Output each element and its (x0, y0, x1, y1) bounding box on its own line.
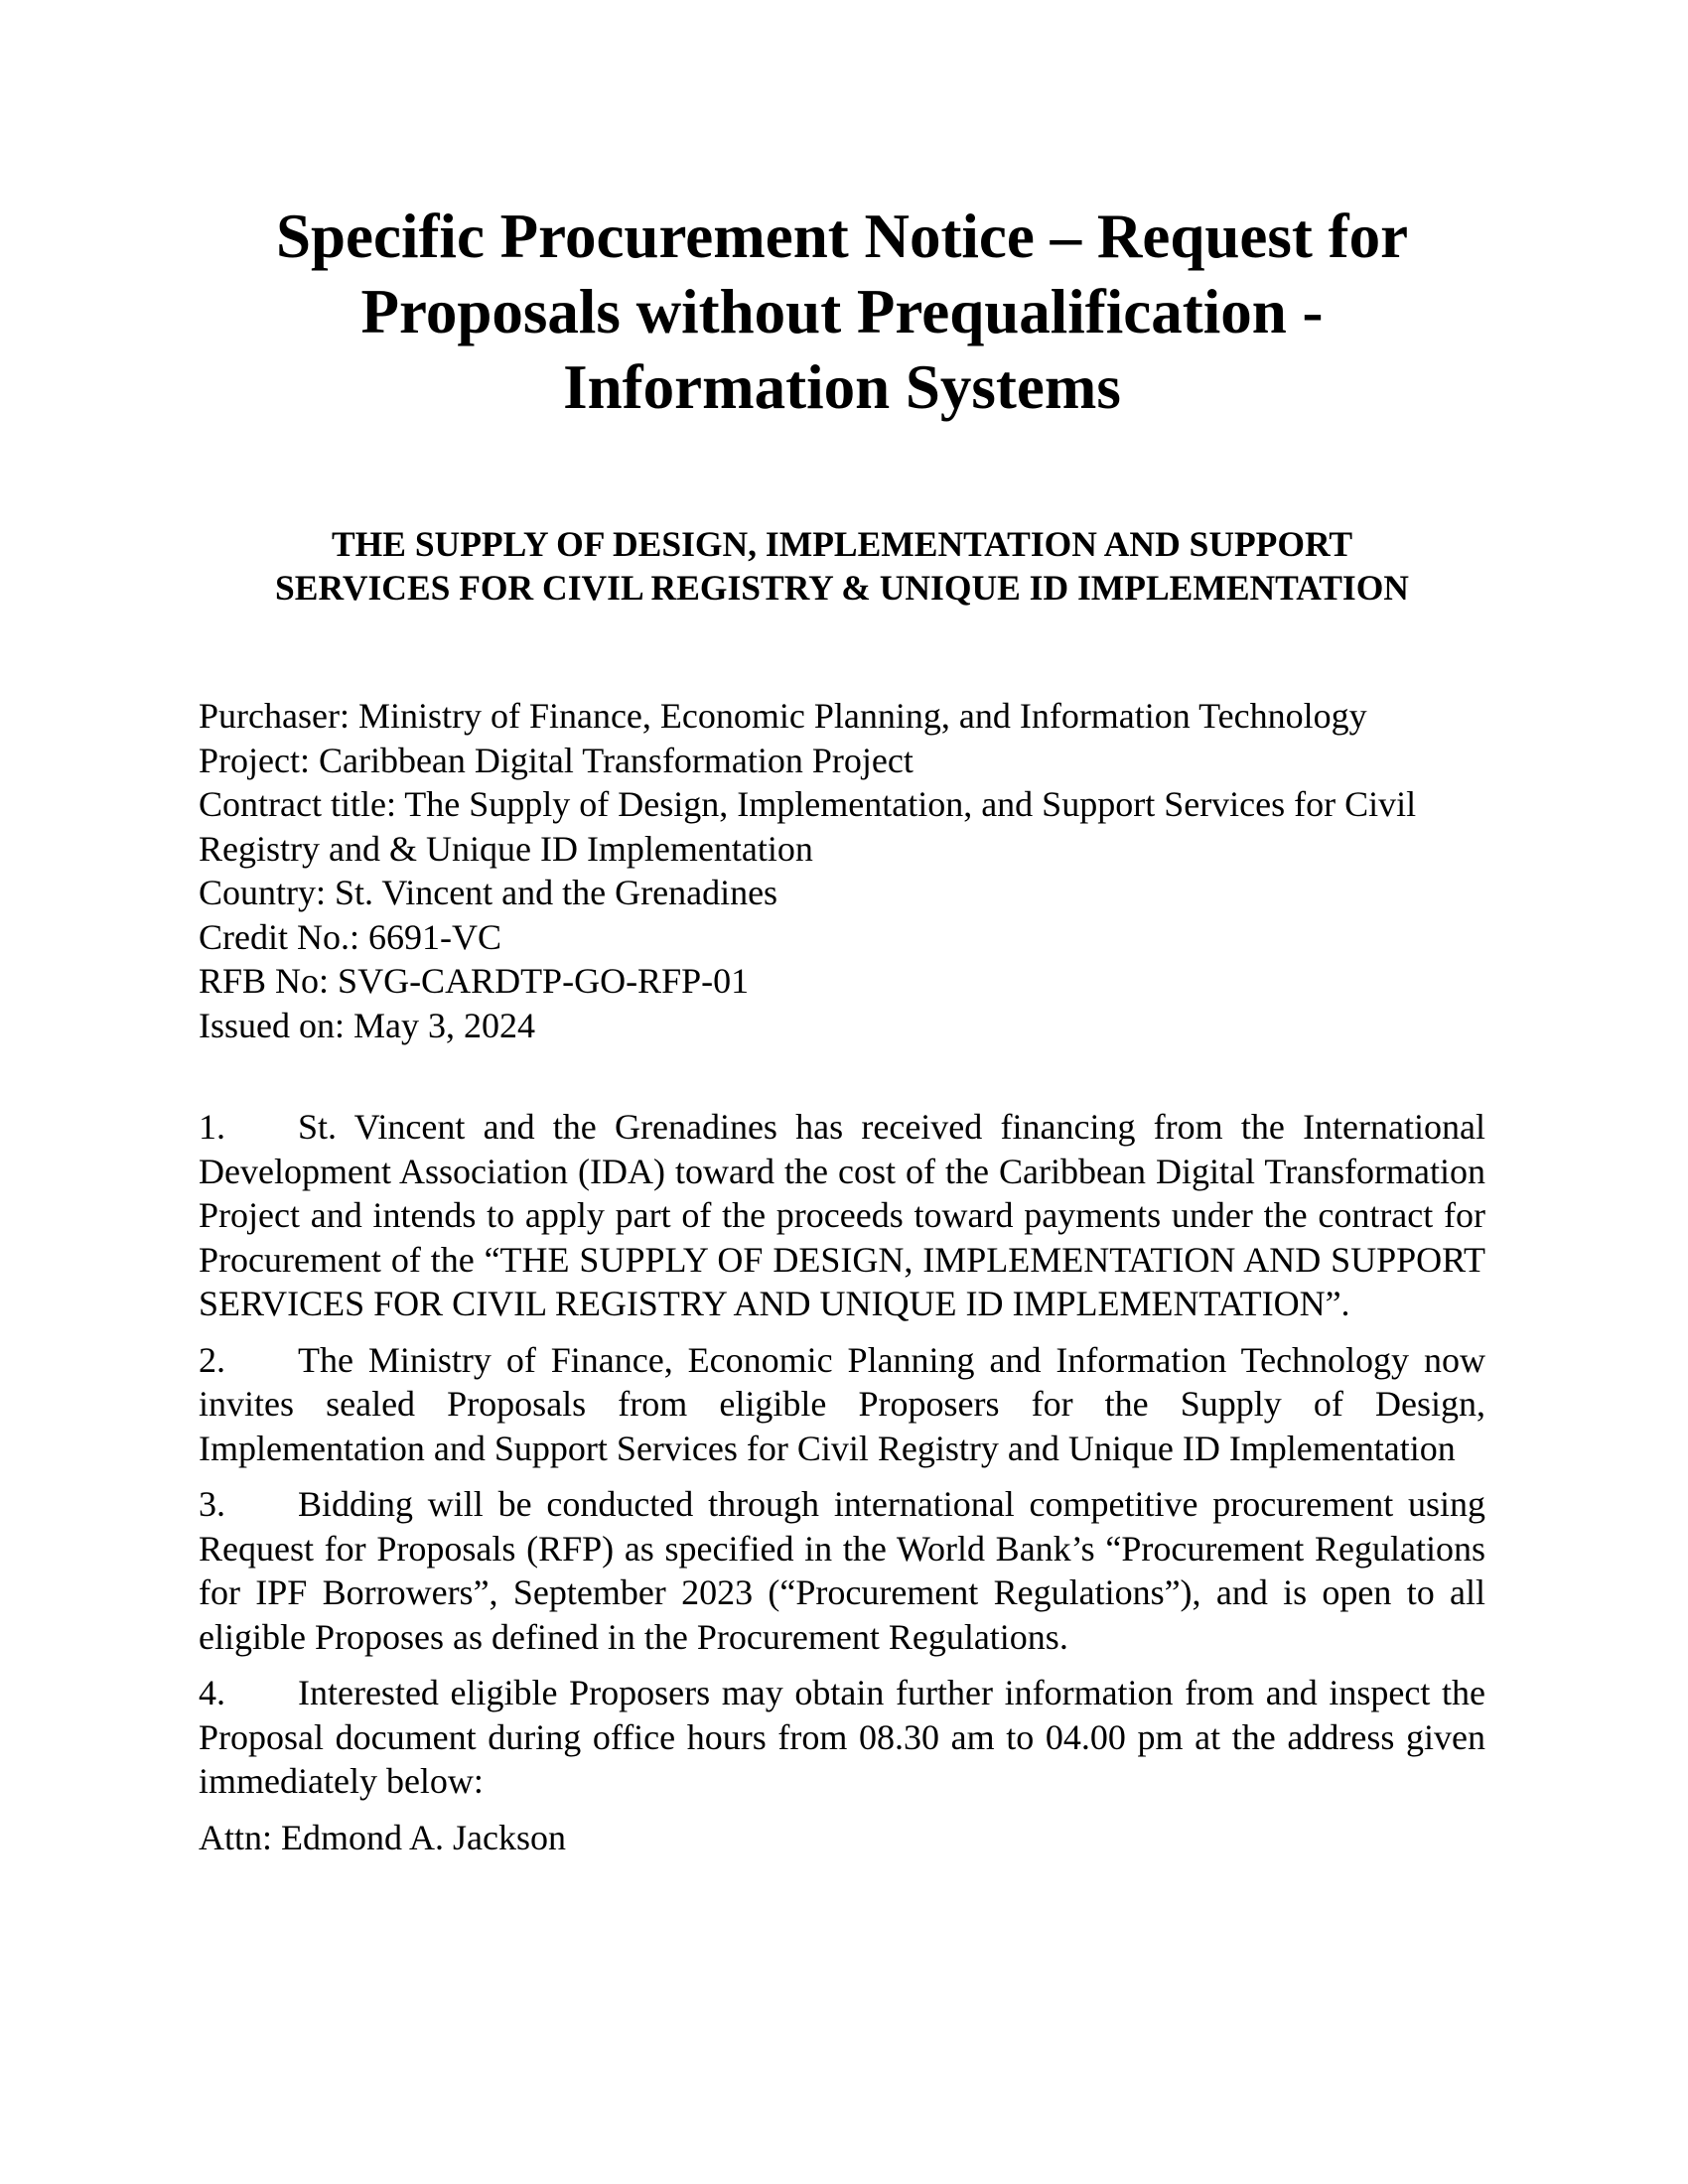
numbered-paragraph (199, 1482, 1485, 1659)
paragraph-number: 2. (199, 1339, 225, 1380)
credit-number-line: Credit No.: 6691-VC (199, 916, 501, 957)
document-subtitle (199, 522, 1485, 610)
numbered-paragraph (199, 1105, 1485, 1326)
title-line: Information Systems (563, 352, 1121, 422)
numbered-paragraph (199, 1338, 1485, 1471)
subtitle-line: SERVICES FOR CIVIL REGISTRY & UNIQUE ID IMPLEMENTATION (275, 568, 1409, 608)
issued-date-line: Issued on: May 3, 2024 (199, 1005, 535, 1045)
rfb-number-line: RFB No: SVG-CARDTP-GO-RFP-01 (199, 961, 750, 1001)
purchaser-line: Purchaser: Ministry of Finance, Economic Planning, and Information Technology (199, 696, 1367, 736)
document-page (199, 0, 1485, 1859)
paragraph-text: The Ministry of Finance, Economic Planning and Information Technology now invites sealed Proposals from eligible Proposers for the Supply of Design, Implementation and Support Services for Civil Registry and Unique ID Implementation (199, 1339, 1485, 1468)
title-line: Proposals without Prequalification - (360, 277, 1324, 346)
title-line: Specific Procurement Notice – Request for (275, 202, 1409, 271)
notice-body (199, 1105, 1485, 1859)
contract-title-line-continued: Registry and & Unique ID Implementation (199, 828, 813, 869)
paragraph-number: 3. (199, 1484, 225, 1524)
attention-line: Attn: Edmond A. Jackson (199, 1817, 566, 1857)
paragraph-text: Bidding will be conducted through international competitive procurement using Request for Proposals (RFP) as specified in the World Bank’s “Procurement Regulations for IPF Borrowers”, September 2023 (“Procurement Regulations”), and is open to all eligible Proposes as defined in the Procurement Regulations. (199, 1484, 1485, 1657)
paragraph-text: Interested eligible Proposers may obtain further information from and inspect the Proposal document during office hours from 08.30 am to 04.00 pm at the address given immediately below: (199, 1673, 1485, 1801)
notice-details (199, 694, 1485, 1047)
country-line: Country: St. Vincent and the Grenadines (199, 873, 778, 912)
contract-title-line: Contract title: The Supply of Design, Implementation, and Support Services for Civil (199, 784, 1417, 824)
numbered-paragraph (199, 1671, 1485, 1804)
project-line: Project: Caribbean Digital Transformation Project (199, 740, 914, 780)
paragraph-number: 1. (199, 1107, 225, 1147)
subtitle-line: THE SUPPLY OF DESIGN, IMPLEMENTATION AND SUPPORT (331, 524, 1353, 564)
paragraph-text: St. Vincent and the Grenadines has received financing from the International Development Association (IDA) toward the cost of the Caribbean Digital Transformation Project and intends to apply part of the proceeds toward payments under the contract for Procurement of the “THE SUPPLY OF DESIGN, IMPLEMENTATION AND SUPPORT SERVICES FOR CIVIL REGISTRY AND UNIQUE ID IMPLEMENTATION”. (199, 1107, 1485, 1323)
document-title (199, 199, 1485, 425)
paragraph-number: 4. (199, 1673, 225, 1712)
